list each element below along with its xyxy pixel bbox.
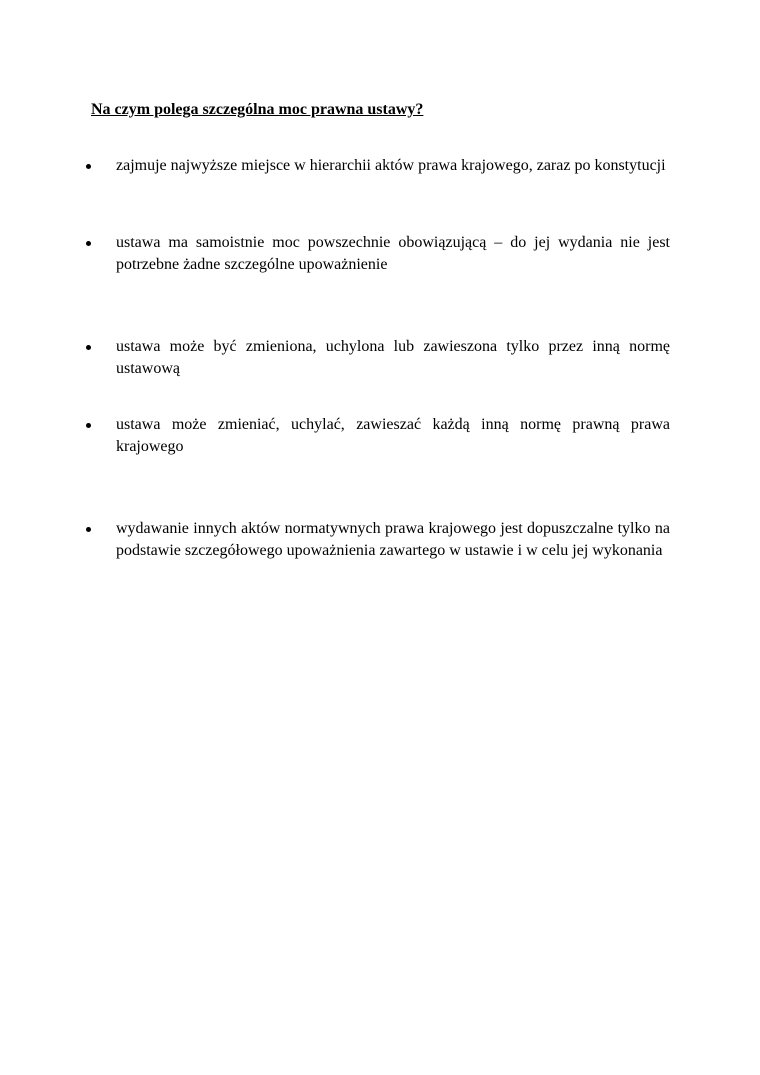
bullet-icon <box>86 527 91 532</box>
bullet-icon <box>86 241 91 246</box>
list-item-text: zajmuje najwyższe miejsce w hierarchii aktów prawa krajowego, zaraz po konstytucji <box>116 157 666 174</box>
list-item-text: wydawanie innych aktów normatywnych prawa krajowego jest dopuszczalne tylko na podstawie szczegółowego upoważnienia zawartego w ustawie i w celu jej wykonania <box>116 520 670 559</box>
list-item-text: ustawa może być zmieniona, uchylona lub zawieszona tylko przez inną normę ustawową <box>116 338 670 377</box>
document-title: Na czym polega szczególna moc prawna ustawy? <box>91 101 424 118</box>
bullet-icon <box>86 164 91 169</box>
bullet-icon <box>86 345 91 350</box>
bullet-icon <box>86 423 91 428</box>
list-item-text: ustawa może zmieniać, uchylać, zawieszać każdą inną normę prawną prawa krajowego <box>116 416 670 455</box>
list-item-text: ustawa ma samoistnie moc powszechnie obowiązującą – do jej wydania nie jest potrzebne żadne szczególne upoważnienie <box>116 234 670 273</box>
